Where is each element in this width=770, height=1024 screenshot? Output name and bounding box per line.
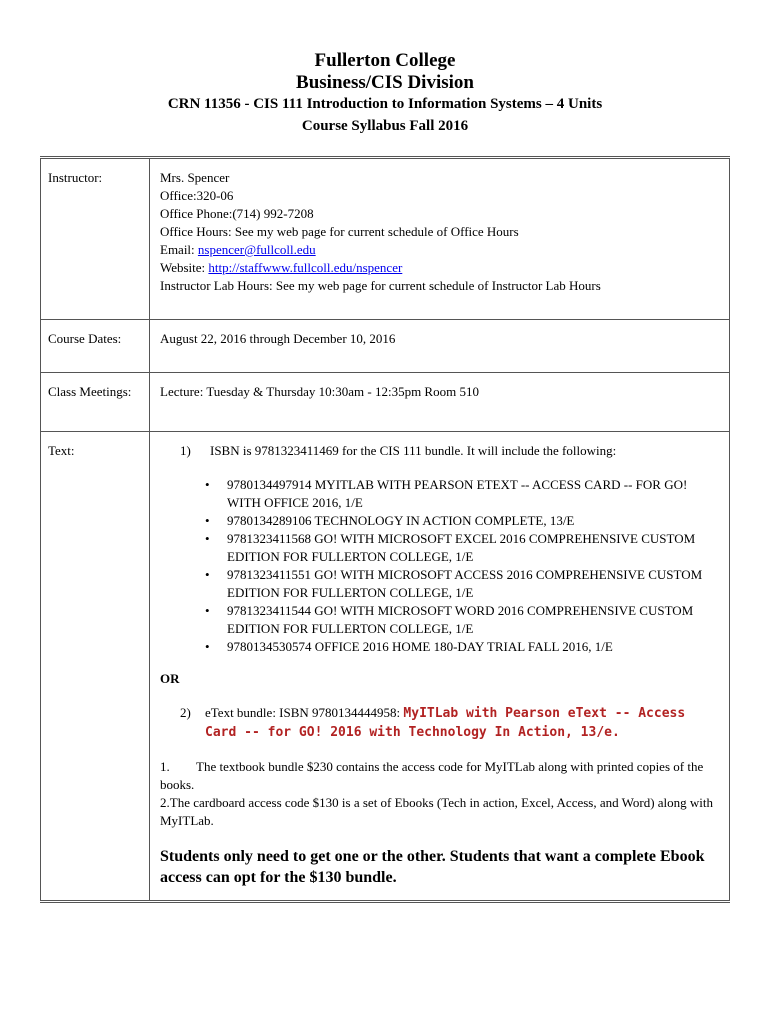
list-item: • 9781323411568 GO! WITH MICROSOFT EXCEL 2016 COMPREHENSIVE CUSTOM EDITION FOR FULLERTON COLLEGE, 1/E xyxy=(205,531,696,564)
instructor-name: Mrs. Spencer xyxy=(160,170,230,185)
note-2-text: The cardboard access code $130 is a set of Ebooks (Tech in action, Excel, Access, and Word) along with MyITLab. xyxy=(160,795,714,828)
or-separator: OR xyxy=(160,671,180,686)
email-link[interactable]: nspencer@fullcoll.edu xyxy=(197,242,316,257)
division-title: Business/CIS Division xyxy=(296,72,474,93)
class-meetings-row xyxy=(41,373,730,432)
syllabus-table xyxy=(40,156,730,903)
list-item: • 9781323411544 GO! WITH MICROSOFT WORD 2016 COMPREHENSIVE CUSTOM EDITION FOR FULLERTON COLLEGE, 1/E xyxy=(205,603,694,636)
etext-title: MyITLab with Pearson eText -- Access Card -- for GO! 2016 with Technology In Action, 13/e. xyxy=(205,706,686,740)
bullet-icon: • xyxy=(205,531,210,546)
textbook-option-2 xyxy=(180,704,721,742)
instructor-phone: Office Phone:(714) 992-7208 xyxy=(160,206,314,221)
note-2 xyxy=(160,794,721,830)
etext-prefix: eText bundle: ISBN 9780134444958: xyxy=(205,705,404,720)
text-content xyxy=(150,432,730,902)
course-dates-row xyxy=(41,320,730,373)
bullet-icon: • xyxy=(205,513,210,528)
syllabus-title: Course Syllabus Fall 2016 xyxy=(301,118,469,134)
text-label: Text: xyxy=(41,432,150,902)
website-label: Website: xyxy=(160,260,209,275)
list-item: • 9780134497914 MYITLAB WITH PEARSON ETEXT -- ACCESS CARD -- FOR GO! WITH OFFICE 2016, 1/E xyxy=(205,477,688,510)
note-1-text: The textbook bundle $230 contains the access code for MyITLab along with printed copies of the books. xyxy=(160,759,704,792)
option-2-text xyxy=(205,704,721,742)
instructor-email-line xyxy=(160,241,721,259)
note-1 xyxy=(160,758,721,794)
bundle-advice: Students only need to get one or the other. Students that want a complete Ebook access can opt for the $130 bundle. xyxy=(160,848,705,886)
course-dates-label: Course Dates: xyxy=(41,320,150,373)
option-1-number: 1) xyxy=(180,443,191,458)
instructor-row xyxy=(41,158,730,320)
note-1-number: 1. xyxy=(160,759,170,774)
website-link[interactable]: http://staffwww.fullcoll.edu/nspencer xyxy=(208,260,403,275)
course-dates-value: August 22, 2016 through December 10, 2016 xyxy=(150,320,730,373)
text-row xyxy=(41,432,730,902)
email-label: Email: xyxy=(160,242,198,257)
option-2-number: 2) xyxy=(180,705,191,720)
instructor-label: Instructor: xyxy=(41,158,150,320)
list-item: • 9780134289106 TECHNOLOGY IN ACTION COMPLETE, 13/E xyxy=(205,513,575,528)
class-meetings-value: Lecture: Tuesday & Thursday 10:30am - 12:35pm Room 510 xyxy=(150,373,730,432)
bullet-icon: • xyxy=(205,639,210,654)
bullet-icon: • xyxy=(205,477,210,492)
book-list xyxy=(160,476,721,656)
list-item: • 9780134530574 OFFICE 2016 HOME 180-DAY TRIAL FALL 2016, 1/E xyxy=(205,639,613,654)
instructor-office: Office:320-06 xyxy=(160,188,234,203)
bullet-icon: • xyxy=(205,567,210,582)
bullet-icon: • xyxy=(205,603,210,618)
course-title: CRN 11356 - CIS 111 Introduction to Information Systems – 4 Units xyxy=(167,96,603,112)
class-meetings-label: Class Meetings: xyxy=(41,373,150,432)
instructor-lab-hours: Instructor Lab Hours: See my web page for current schedule of Instructor Lab Hours xyxy=(160,278,601,293)
instructor-info xyxy=(150,158,730,320)
note-2-number: 2. xyxy=(160,795,170,810)
option-1-text: ISBN is 9781323411469 for the CIS 111 bundle. It will include the following: xyxy=(210,443,617,458)
textbook-option-1 xyxy=(180,442,721,460)
college-title: Fullerton College xyxy=(314,50,456,71)
list-item: • 9781323411551 GO! WITH MICROSOFT ACCESS 2016 COMPREHENSIVE CUSTOM EDITION FOR FULLERTON COLLEGE, 1/E xyxy=(205,567,703,600)
instructor-website-line xyxy=(160,259,721,277)
instructor-office-hours: Office Hours: See my web page for current schedule of Office Hours xyxy=(160,224,519,239)
